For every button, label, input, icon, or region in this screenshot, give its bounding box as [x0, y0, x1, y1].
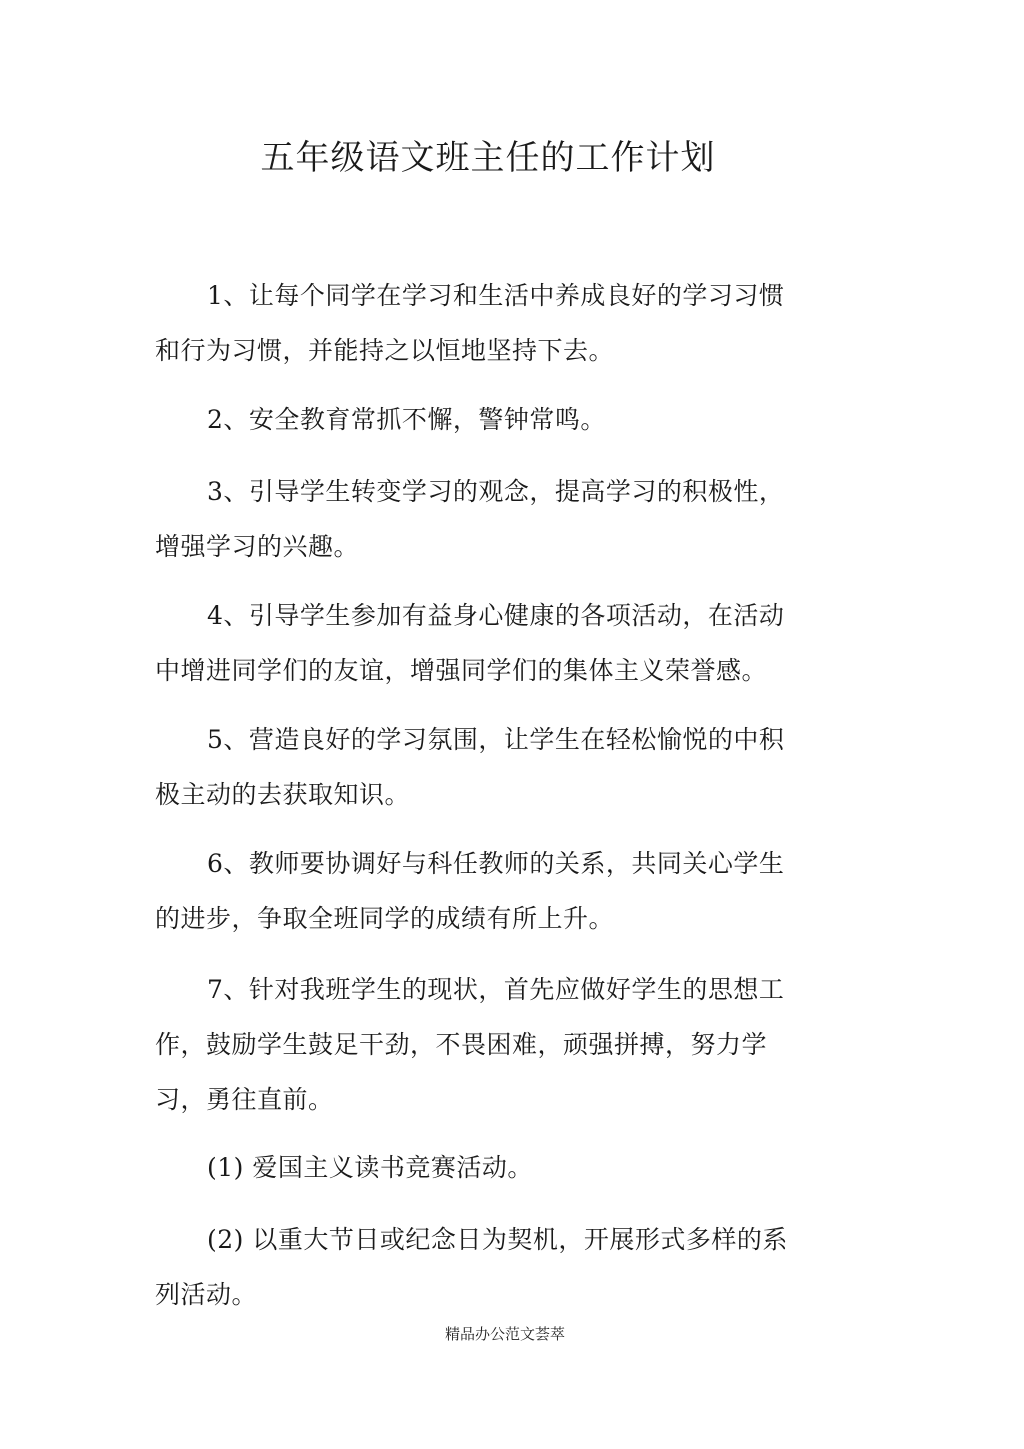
paragraph-6: 6、教师要协调好与科任教师的关系，共同关心学生的进步，争取全班同学的成绩有所上升。 [155, 849, 785, 933]
paragraph-4: 4、引导学生参加有益身心健康的各项活动，在活动中增进同学们的友谊，增强同学们的集体主义荣誉感。 [155, 601, 785, 685]
document-title: 五年级语文班主任的工作计划 [260, 138, 716, 178]
paragraph-5: 5、营造良好的学习氛围，让学生在轻松愉悦的中积极主动的去获取知识。 [155, 725, 785, 809]
paragraph-2: 2、安全教育常抓不懈，警钟常鸣。 [207, 405, 606, 434]
paragraph-1: 1、让每个同学在学习和生活中养成良好的学习习惯和行为习惯，并能持之以恒地坚持下去。 [155, 281, 785, 365]
paragraph-sub-2: (2) 以重大节日或纪念日为契机，开展形式多样的系列活动。 [155, 1225, 788, 1309]
paragraph-7: 7、针对我班学生的现状，首先应做好学生的思想工作，鼓励学生鼓足干劲，不畏困难，顽强拼搏，努力学习，勇往直前。 [155, 975, 785, 1114]
page-footer: 精品办公范文荟萃 [444, 1325, 565, 1343]
paragraph-sub-1: (1) 爱国主义读书竞赛活动。 [207, 1153, 533, 1182]
paragraph-3: 3、引导学生转变学习的观念，提高学习的积极性，增强学习的兴趣。 [155, 477, 785, 561]
